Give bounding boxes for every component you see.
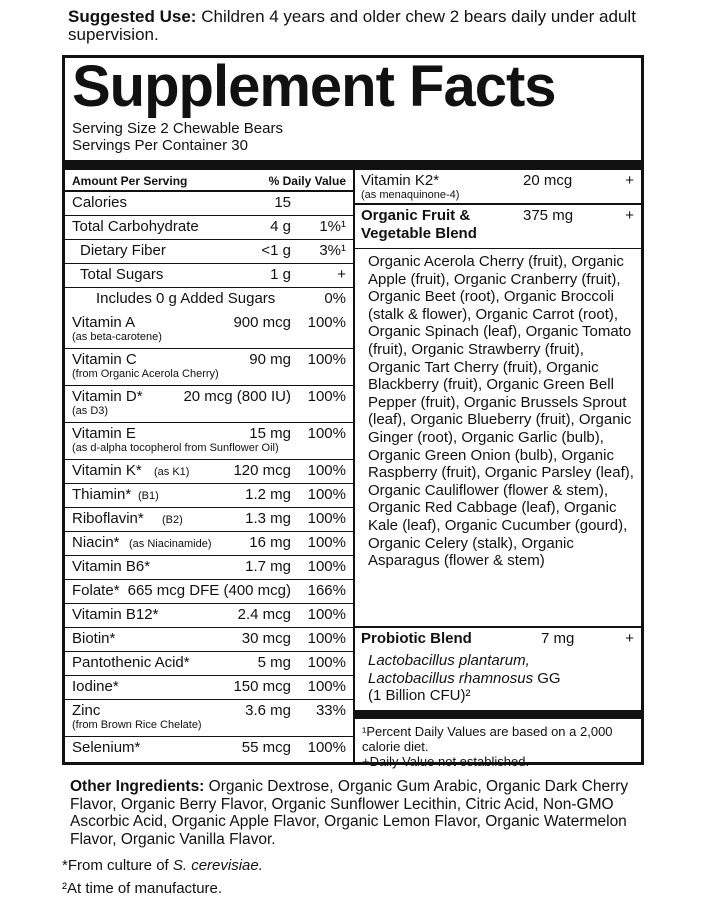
probiotic-blend-row (355, 626, 642, 648)
footnote-divider-bar (355, 710, 642, 719)
nutrient-name: Vitamin D* (72, 388, 143, 405)
nutrient-amount: <1 g (261, 242, 291, 259)
nutrient-name: Vitamin A (72, 314, 136, 331)
nutrient-name: Vitamin E (72, 425, 136, 442)
nutrient-row (64, 460, 353, 484)
k2-name: Vitamin K2* (361, 172, 440, 189)
nutrient-name: Vitamin B6* (72, 558, 151, 575)
nutrient-name: Vitamin B12* (72, 606, 159, 623)
nutrient-amount: 150 mcg (233, 678, 291, 695)
other-ingredients-text: Organic Dextrose, Organic Gum Arabic, Organic Dark Cherry Flavor, Organic Berry Flavor, Organic Sunflower Lecithin, Citric Acid, Non-GMO Ascorbic Acid, Organic Apple Flavor, Organic Lemon Flavor, Organic Watermelon Flavor, Organic Vanilla Flavor. (70, 778, 629, 848)
strain-1: Lactobacillus plantarum, (368, 652, 530, 669)
nutrient-note: (as Niacinamide) (129, 538, 212, 550)
amount-per-serving-header: Amount Per Serving (72, 174, 188, 188)
nutrient-amount: 55 mcg (241, 739, 291, 756)
nutrient-row (64, 676, 353, 700)
other-ingredients-label: Other Ingredients: (70, 778, 205, 795)
nutrient-daily-value: 3%¹ (319, 242, 346, 259)
nutrient-source: (from Organic Acerola Cherry) (72, 368, 219, 380)
dv-not-established-footnote: +Daily Value not established. (362, 754, 530, 769)
divider-bar (64, 160, 642, 170)
nutrient-amount: 1.7 mg (245, 558, 291, 575)
nutrient-daily-value: + (337, 266, 346, 283)
nutrient-row (64, 532, 353, 556)
nutrient-amount: 30 mcg (241, 630, 291, 647)
nutrient-daily-value: 100% (307, 534, 346, 551)
column-divider (353, 170, 355, 762)
nutrient-row (64, 216, 353, 240)
nutrient-amount: 2.4 mcg (237, 606, 291, 623)
nutrient-source: (as D3) (72, 405, 109, 417)
nutrient-name: Total Sugars (80, 266, 164, 283)
nutrient-source: (as beta-carotene) (72, 331, 162, 343)
nutrient-note: (B1) (138, 490, 159, 502)
nutrient-source: (from Brown Rice Chelate) (72, 719, 202, 731)
nutrient-amount: 16 mg (249, 534, 291, 551)
vitamin-k2-row (355, 170, 642, 205)
suggested-use (68, 8, 688, 44)
nutrient-row (64, 349, 353, 386)
culture-note (62, 857, 263, 874)
nutrient-row (64, 423, 353, 460)
nutrient-daily-value: 100% (307, 425, 346, 442)
percent-dv-footnote: ¹Percent Daily Values are based on a 2,000 calorie diet. (362, 724, 613, 754)
panel-title: Supplement Facts (72, 54, 556, 119)
nutrient-daily-value: 100% (307, 388, 346, 405)
nutrient-note: (B2) (162, 514, 183, 526)
nutrient-amount: 3.6 mg (245, 702, 291, 719)
cfu-count: (1 Billion CFU)² (368, 687, 471, 704)
nutrient-amount: 900 mcg (233, 314, 291, 331)
nutrient-daily-value: 100% (307, 654, 346, 671)
daily-value-header: % Daily Value (268, 174, 346, 188)
nutrient-row (64, 580, 353, 604)
nutrient-daily-value: 100% (307, 630, 346, 647)
nutrient-row (64, 508, 353, 532)
nutrient-daily-value: 100% (307, 486, 346, 503)
nutrient-amount: 15 (274, 194, 291, 211)
nutrient-daily-value: 0% (324, 290, 346, 307)
nutrient-name: Vitamin C (72, 351, 137, 368)
nutrient-row (64, 386, 353, 423)
nutrient-row (64, 264, 353, 288)
nutrient-name: Calories (72, 194, 128, 211)
nutrient-name: Includes 0 g Added Sugars (96, 290, 276, 307)
nutrient-name: Folate* (72, 582, 120, 599)
nutrient-name: Total Carbohydrate (72, 218, 199, 235)
culture-note-text: *From culture of (62, 857, 173, 874)
nutrient-row (64, 652, 353, 676)
nutrient-daily-value: 1%¹ (319, 218, 346, 235)
nutrient-row (64, 312, 353, 349)
nutrient-row (64, 288, 353, 312)
nutrient-amount: 20 mcg (800 IU) (183, 388, 291, 405)
blend-dv: + (625, 207, 634, 224)
k2-amount: 20 mcg (523, 172, 573, 189)
table-header (64, 170, 353, 192)
nutrient-row (64, 604, 353, 628)
nutrient-name: Niacin* (72, 534, 120, 551)
manufacture-note: ²At time of manufacture. (62, 880, 223, 897)
suggested-use-text: Children 4 years and older chew 2 bears daily under adult supervision. (68, 7, 636, 44)
nutrient-name: Biotin* (72, 630, 116, 647)
nutrient-amount: 1.3 mg (245, 510, 291, 527)
nutrient-daily-value: 33% (315, 702, 346, 719)
nutrient-row (64, 484, 353, 508)
nutrient-name: Dietary Fiber (80, 242, 166, 259)
probiotic-strains (368, 652, 638, 705)
nutrient-row (64, 628, 353, 652)
fruit-veg-blend-row (355, 205, 642, 249)
nutrient-amount: 1 g (270, 266, 291, 283)
nutrient-note: (as K1) (154, 466, 190, 478)
nutrient-daily-value: 100% (307, 462, 346, 479)
nutrient-amount: 5 mg (257, 654, 291, 671)
probiotic-amount: 7 mg (541, 630, 575, 647)
nutrient-daily-value: 100% (307, 510, 346, 527)
nutrient-name: Thiamin* (72, 486, 132, 503)
nutrient-name: Pantothenic Acid* (72, 654, 190, 671)
nutrient-daily-value: 100% (307, 678, 346, 695)
nutrient-row (64, 556, 353, 580)
k2-dv: + (625, 172, 634, 189)
blend-ingredients: Organic Acerola Cherry (fruit), Organic Apple (fruit), Organic Cranberry (fruit), Organic Beet (root), Organic Broccoli (stalk & flower), Organic Carrot (root), Organic Spinach (leaf), Organic Tomato (fruit), Organic Strawberry (fruit), Organic Tart Cherry (fruit), Organic Blackberry (fruit), Organic Green Bell Pepper (fruit), Organic Brussels Sprout (leaf), Organic Blueberry (fruit), Organic Ginger (root), Organic Garlic (bulb), Organic Green Onion (bulb), Organic Raspberry (fruit), Organic Parsley (leaf), Organic Cauliflower (flower & stem), Organic Red Cabbage (leaf), Organic Kale (leaf), Organic Cucumber (gourd), Organic Celery (stalk), Organic Asparagus (flower & stem) (368, 253, 634, 570)
nutrient-row (64, 737, 353, 761)
k2-sub: (as menaquinone-4) (361, 189, 460, 201)
strain-2-suffix: GG (537, 669, 561, 687)
suggested-use-label: Suggested Use: (68, 7, 197, 26)
probiotic-name: Probiotic Blend (361, 630, 472, 647)
strain-2: Lactobacillus rhamnosus (368, 669, 534, 687)
nutrient-daily-value: 100% (307, 558, 346, 575)
nutrient-row (64, 192, 353, 216)
nutrient-amount: 4 g (270, 218, 291, 235)
other-ingredients (70, 778, 650, 848)
serving-size: Serving Size 2 Chewable Bears (72, 120, 283, 137)
nutrient-source: (as d-alpha tocopherol from Sunflower Oil) (72, 442, 279, 454)
culture-note-organism: S. cerevisiae. (172, 857, 263, 874)
nutrient-amount: 665 mcg DFE (400 mcg) (127, 582, 291, 599)
nutrient-amount: 1.2 mg (245, 486, 291, 503)
blend-amount: 375 mg (523, 207, 574, 224)
nutrient-name: Riboflavin* (72, 510, 144, 527)
nutrient-daily-value: 166% (307, 582, 346, 599)
nutrient-name: Zinc (72, 702, 101, 719)
nutrient-daily-value: 100% (307, 351, 346, 368)
servings-per-container: Servings Per Container 30 (72, 137, 248, 154)
probiotic-dv: + (625, 630, 634, 647)
nutrient-amount: 120 mcg (233, 462, 291, 479)
nutrient-row (64, 240, 353, 264)
nutrient-name: Iodine* (72, 678, 119, 695)
nutrient-daily-value: 100% (307, 606, 346, 623)
nutrient-daily-value: 100% (307, 739, 346, 756)
nutrient-name: Vitamin K* (72, 462, 142, 479)
blend-name: Organic Fruit & Vegetable Blend (361, 207, 477, 242)
nutrient-amount: 15 mg (249, 425, 291, 442)
nutrient-amount: 90 mg (249, 351, 291, 368)
nutrient-name: Selenium* (72, 739, 141, 756)
nutrient-daily-value: 100% (307, 314, 346, 331)
nutrient-row (64, 700, 353, 737)
